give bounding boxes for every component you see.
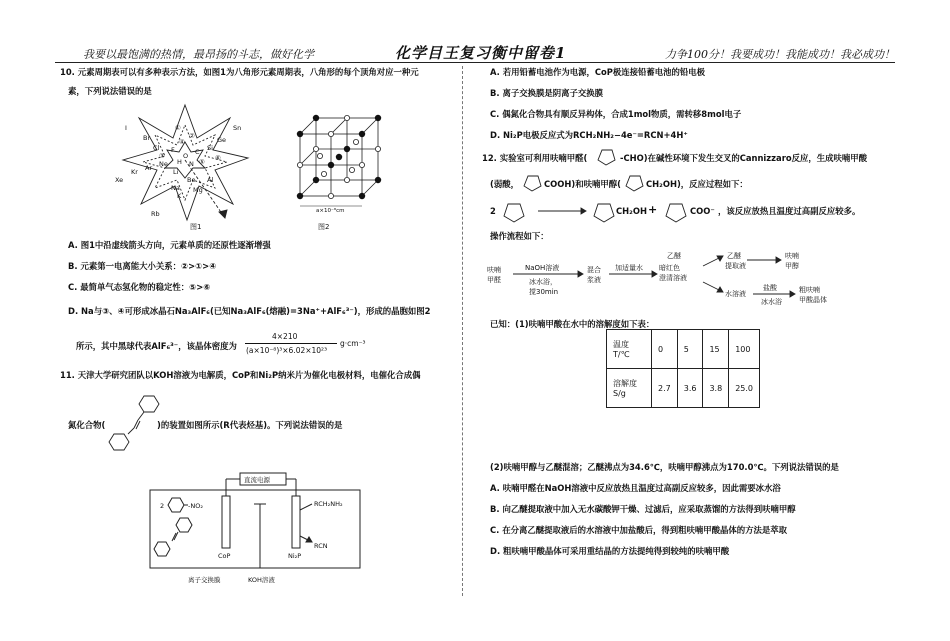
label-I: I	[125, 124, 127, 132]
label-circle-2: ②	[189, 132, 195, 140]
flow-step1-reagent: NaOH溶液	[525, 264, 560, 272]
known-info: 已知：(1)呋喃甲酸在水中的溶解度如下表：	[490, 319, 655, 329]
q12-stem-line2a: (弱酸，	[490, 179, 519, 189]
q10-option-d: D. Na与③、④可形成冰晶石Na₃AlF₆(已知Na₃AlF₆(熔融)=3Na⁺+AlF₆³⁻)，形成的晶胞如图2	[68, 306, 431, 316]
nitro-group-label: -NO₂	[188, 502, 203, 510]
label-Li: Li	[173, 168, 179, 176]
header-motto-left: 我要以最饱满的热情，最昂扬的斗志，做好化学	[83, 48, 314, 61]
furfuryl-alcohol-ring-structure	[622, 172, 646, 192]
label-Be: Be	[187, 176, 196, 184]
furfural-ring-structure	[594, 146, 620, 166]
operation-flowchart	[485, 248, 845, 313]
table-row	[607, 369, 760, 408]
label-Sn: Sn	[233, 124, 242, 132]
q12-stem-line1a: 12. 实验室可利用呋喃甲醛(	[482, 153, 588, 163]
label-Kr: Kr	[131, 168, 138, 176]
figure2-caption: 图2	[318, 223, 330, 231]
electrolyte-label: KOH溶液	[248, 576, 275, 584]
q11-stem-line2a: 氮化合物(	[68, 420, 106, 430]
flow-step1-cond1: 冰水浴，	[529, 278, 557, 286]
solubility-table	[606, 329, 760, 408]
flow-product1-a: 呋喃	[785, 252, 799, 260]
q11-option-b: B. 离子交换膜是阴离子交换膜	[490, 88, 603, 98]
table-cell: 25.0	[729, 369, 760, 408]
flow-title: 操作流程如下：	[490, 231, 549, 241]
octagram-periodic-table-figure	[115, 100, 255, 225]
flow-product1-b: 甲醇	[785, 262, 799, 270]
label-F: F	[171, 146, 175, 154]
label-Xe: Xe	[115, 176, 124, 184]
label-Br: Br	[143, 134, 151, 142]
table-cell: 0	[652, 330, 678, 369]
q10-option-b: B. 元素第一电离能大小关系：②>①>④	[68, 261, 217, 271]
flow-ext-liquid: 提取液	[725, 262, 746, 270]
header-motto-right: 力争100分！我要成功！我能成功！我必成功！	[665, 48, 895, 61]
label-N: N	[189, 160, 194, 168]
density-numerator: 4×210	[272, 332, 298, 341]
header-title: 化学目王复习衡中留卷1	[395, 44, 567, 62]
anode-product-label: RCN	[314, 542, 328, 550]
label-O: O	[183, 152, 189, 160]
q12-part2-stem: (2)呋喃甲醇与乙醚混溶；乙醚沸点为34.6℃，呋喃甲醇沸点为170.0℃。下列说法错误的是	[490, 462, 839, 472]
q12-option-c: C. 在分离乙醚提取液后的水溶液中加盐酸后，得到粗呋喃甲酸晶体的方法是萃取	[490, 525, 787, 535]
table-cell: 15	[703, 330, 729, 369]
label-circle-1: ①	[175, 124, 181, 132]
membrane-label: 离子交换膜	[188, 576, 221, 584]
table-cell: 100	[729, 330, 760, 369]
page-header	[55, 40, 895, 64]
label-C: C	[195, 148, 200, 156]
table-cell: 3.8	[703, 369, 729, 408]
label-Ge: Ge	[217, 136, 227, 144]
solubility-header: 溶解度 S/g	[607, 369, 652, 408]
column-divider	[462, 66, 463, 596]
flow-aqueous: 水溶液	[725, 290, 746, 298]
q11-option-a: A. 若用铅蓄电池作为电源，CoP极连接铅蓄电池的铅电极	[490, 67, 706, 77]
q11-option-c: C. 偶氮化合物具有顺反异构体，合成1mol物质，需转移8mol电子	[490, 109, 742, 119]
label-Mg: Mg	[193, 186, 203, 194]
q12-option-d: D. 粗呋喃甲酸晶体可采用重结晶的方法提纯得到较纯的呋喃甲酸	[490, 546, 730, 556]
q12-option-b: B. 向乙醚提取液中加入无水碳酸钾干燥、过滤后，应采取蒸馏的方法得到呋喃甲醇	[490, 504, 796, 514]
flow-product2-a: 粗呋喃	[799, 286, 820, 294]
fraction-bar	[245, 343, 337, 344]
flow-step2: 加适量水	[615, 264, 643, 272]
cop-electrode-label: CoP	[218, 552, 231, 560]
label-circle-5: ⑤	[199, 158, 205, 166]
flow-product2-b: 甲酸晶体	[799, 296, 827, 304]
q10-stem-line2: 素，下列说法错误的是	[68, 86, 152, 96]
flow-mix-1: 混合	[587, 266, 601, 274]
label-Si: Si	[207, 144, 213, 152]
label-Ar: Ar	[145, 164, 153, 172]
label-circle-3: ③	[159, 152, 165, 160]
flow-clear-solution: 澄清溶液	[659, 274, 687, 282]
label-K: K	[177, 192, 182, 200]
label-circle-4: ④	[179, 138, 185, 146]
cannizzaro-equation-graphic	[498, 196, 698, 224]
flow-start-2: 甲醛	[487, 276, 501, 284]
table-cell: 3.6	[677, 369, 703, 408]
flow-ether: 乙醚	[667, 252, 681, 260]
q12-stem-line2b: COOH)和呋喃甲醇(	[544, 179, 621, 189]
furoic-acid-ring-structure	[520, 172, 544, 192]
flow-step1-cond2: 搅30min	[529, 288, 559, 296]
label-Al: Al	[207, 176, 214, 184]
header-rule	[55, 62, 895, 63]
table-row	[607, 330, 760, 369]
label-Rb: Rb	[151, 210, 160, 218]
product-alcohol-group: CH₂OH	[616, 206, 647, 216]
label-H: H	[177, 158, 182, 166]
q11-option-d: D. Ni₂P电极反应式为RCH₂NH₂−4e⁻=RCN+4H⁺	[490, 130, 688, 140]
density-denominator: (a×10⁻⁸)³×6.02×10²³	[246, 346, 328, 355]
flow-acid: 盐酸	[763, 284, 777, 292]
label-Na: Na	[171, 184, 180, 192]
q11-stem-line2b: )的装置如图所示(R代表烃基)。下列说法错误的是	[157, 420, 343, 430]
table-cell: 2.7	[652, 369, 678, 408]
reactant-coefficient: 2	[160, 502, 165, 510]
flow-mix-2: 浆液	[587, 276, 601, 284]
power-supply-label: 直流电源	[244, 476, 270, 484]
density-unit: g·cm⁻³	[340, 339, 366, 348]
flow-dark-red: 暗红色	[659, 264, 680, 272]
flow-ext-ether: 乙醚	[727, 252, 741, 260]
electrolysis-apparatus-figure	[148, 470, 363, 590]
q11-stem-line1: 11. 天津大学研究团队以KOH溶液为电解质，CoP和Ni₂P纳米片为催化电极材料，电催化合成偶	[60, 370, 421, 380]
crystal-cell-figure	[292, 112, 387, 217]
nip-electrode-label: Ni₂P	[288, 552, 302, 560]
flow-ice-bath: 冰水浴	[761, 298, 782, 306]
label-circle-6: ⑥	[215, 154, 221, 162]
q12-stem-line1b: -CHO)在碱性环境下发生交叉的Cannizzaro反应，生成呋喃甲酸	[620, 153, 867, 163]
equation-plus: +	[648, 203, 658, 216]
equation-coefficient: 2	[490, 206, 496, 216]
figure1-caption: 图1	[190, 223, 202, 231]
q12-stem-line2c: CH₂OH)，反应过程如下：	[646, 179, 748, 189]
q12-option-a: A. 呋喃甲醛在NaOH溶液中反应放热且温度过高副反应较多，因此需要冰水浴	[490, 483, 781, 493]
product-carboxylate-group: COO⁻	[690, 206, 715, 216]
label-Ne: Ne	[159, 160, 168, 168]
equation-note: ，该反应放热且温度过高副反应较多。	[718, 206, 861, 216]
label-Cl: Cl	[153, 144, 160, 152]
q10-option-d-cont: 所示，其中黑球代表AlF₆³⁻，该晶体密度为	[76, 341, 237, 351]
q10-option-c: C. 最简单气态氢化物的稳定性：⑤>⑥	[68, 282, 211, 292]
q10-stem-line1: 10. 元素周期表可以有多种表示方法，如图1为八角形元素周期表，八角形的每个顶角对应一种元	[60, 67, 419, 77]
anode-reactant-label: RCH₂NH₂	[314, 500, 343, 508]
cell-edge-length: a×10⁻⁸cm	[316, 208, 345, 214]
q10-option-a: A. 图1中沿虚线箭头方向，元素单质的还原性逐渐增强	[68, 240, 271, 250]
table-cell: 5	[677, 330, 703, 369]
flow-start-1: 呋喃	[487, 266, 501, 274]
temperature-header: 温度 T/℃	[607, 330, 652, 369]
